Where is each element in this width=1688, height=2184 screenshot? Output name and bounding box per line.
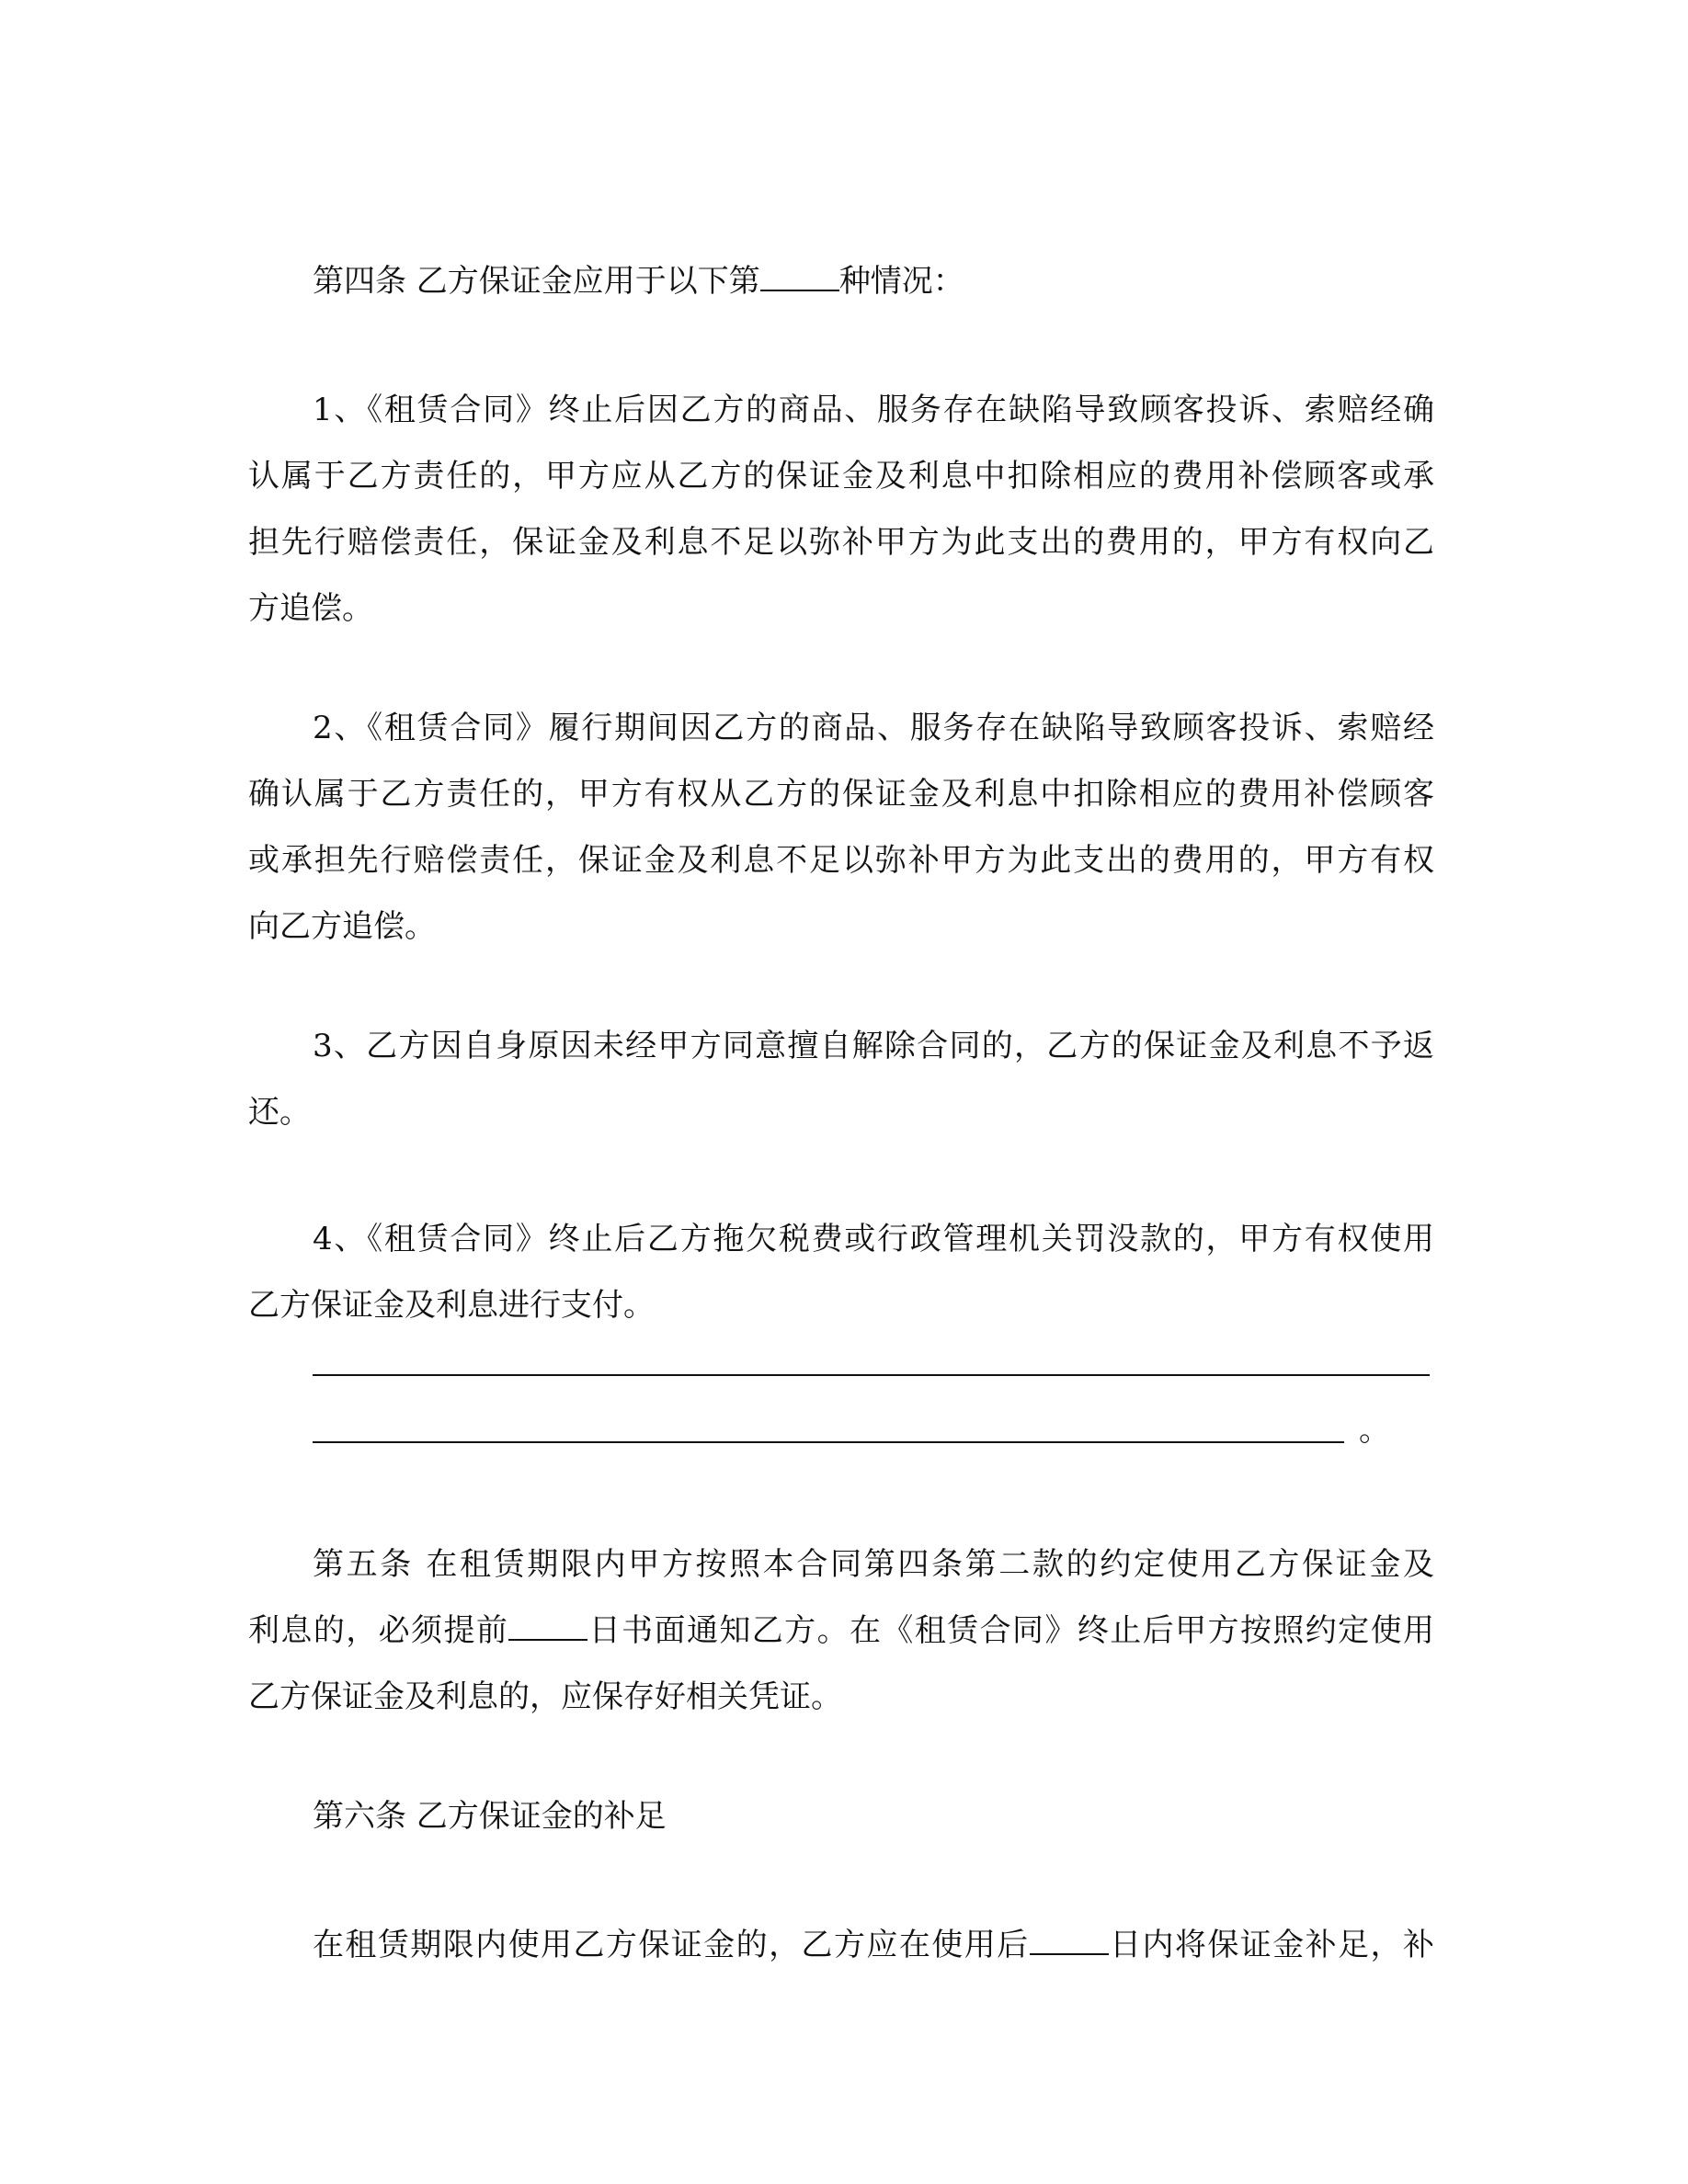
item1-line2: 认属于乙方责任的，甲方应从乙方的保证金及利息中扣除相应的费用补偿顾客或承 (248, 458, 1434, 495)
fill-in-blank (508, 1637, 587, 1641)
article4-heading-text-a: 第四条 乙方保证金应用于以下第 (313, 263, 760, 300)
article5-line1: 第五条 在租赁期限内甲方按照本合同第四条第二款的约定使用乙方保证金及 (313, 1546, 1434, 1583)
item1-line3: 担先行赔偿责任，保证金及利息不足以弥补甲方为此支出的费用的，甲方有权向乙 (248, 524, 1434, 561)
article4-heading (313, 248, 1434, 314)
fill-in-blank (760, 288, 839, 291)
item2-line1: 2、《租赁合同》履行期间因乙方的商品、服务存在缺陷导致顾客投诉、索赔经 (313, 710, 1434, 746)
article6-line1-text-a: 在租赁期限内使用乙方保证金的，乙方应在使用后 (313, 1927, 1030, 1963)
article6-line1-text-b: 日内将保证金补足，补 (1108, 1927, 1434, 1963)
article6-line1 (313, 1912, 1434, 1978)
item2-line4: 向乙方追偿。 (248, 908, 436, 945)
blank-rule-2 (313, 1441, 1344, 1443)
item3-line2: 还。 (248, 1094, 311, 1131)
blank-rule-period: 。 (1359, 1412, 1390, 1449)
item2-line3: 或承担先行赔偿责任，保证金及利息不足以弥补甲方为此支出的费用的，甲方有权 (248, 842, 1434, 879)
article6-heading: 第六条 乙方保证金的补足 (313, 1798, 667, 1835)
article5-line2 (248, 1598, 1434, 1664)
article5-line2-text-a: 利息的，必须提前 (248, 1612, 509, 1649)
item3-line1: 3、乙方因自身原因未经甲方同意擅自解除合同的，乙方的保证金及利息不予返 (313, 1028, 1434, 1064)
fill-in-blank (1030, 1951, 1109, 1955)
article5-line2-text-b: 日书面通知乙方。在《租赁合同》终止后甲方按照约定使用 (587, 1612, 1434, 1649)
article5-line3: 乙方保证金及利息的，应保存好相关凭证。 (248, 1678, 842, 1715)
item1-line4: 方追偿。 (248, 590, 373, 627)
item2-line2: 确认属于乙方责任的，甲方有权从乙方的保证金及利息中扣除相应的费用补偿顾客 (248, 776, 1434, 813)
article4-heading-text-b: 种情况： (838, 263, 964, 300)
blank-rule-1 (313, 1374, 1430, 1376)
item4-line1: 4、《租赁合同》终止后乙方拖欠税费或行政管理机关罚没款的，甲方有权使用 (313, 1221, 1434, 1257)
item4-line2: 乙方保证金及利息进行支付。 (248, 1287, 655, 1324)
item1-line1: 1、《租赁合同》终止后因乙方的商品、服务存在缺陷导致顾客投诉、索赔经确 (313, 392, 1434, 428)
